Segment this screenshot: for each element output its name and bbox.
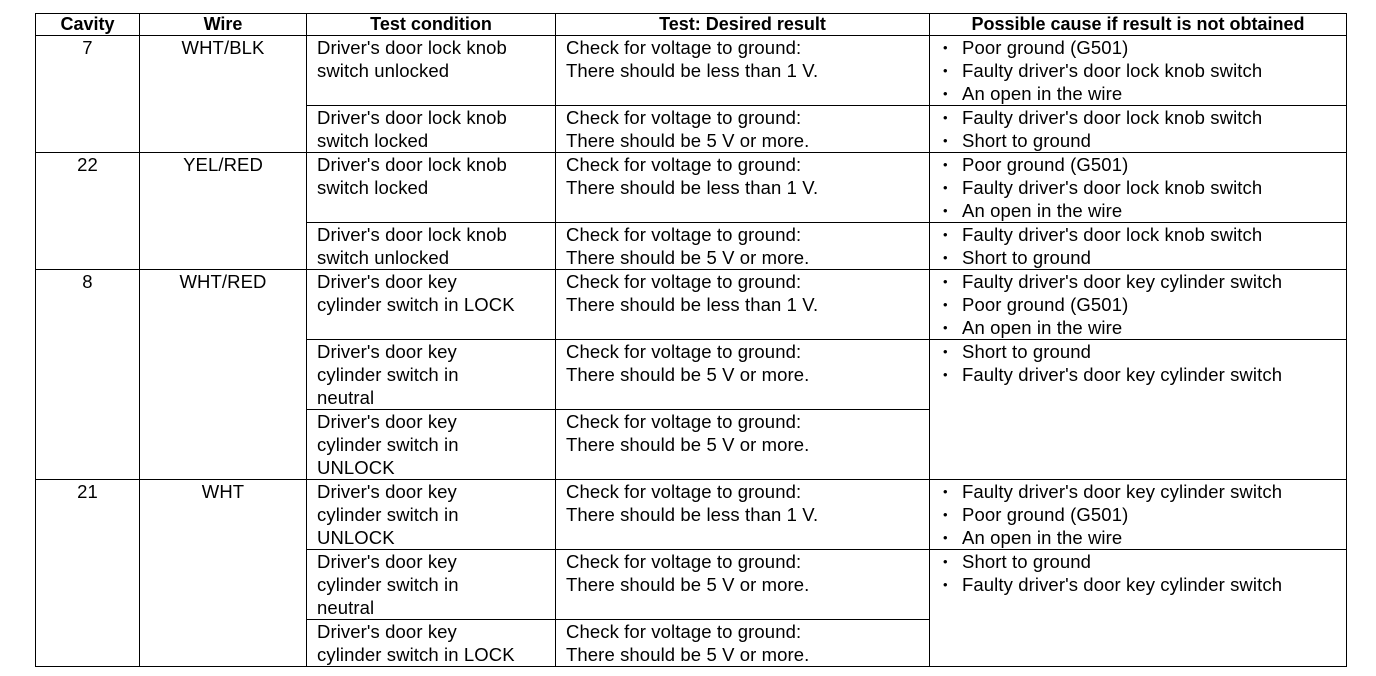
test-condition: Driver's door lock knob switch unlocked xyxy=(307,36,556,106)
cause-item: • An open in the wire xyxy=(940,316,1342,339)
test-condition: Driver's door key cylinder switch in neutral xyxy=(307,340,556,410)
header-wire: Wire xyxy=(140,14,307,36)
possible-causes xyxy=(930,340,1347,480)
cavity-number: 8 xyxy=(36,270,140,480)
header-cavity: Cavity xyxy=(36,14,140,36)
cause-item: • Faulty driver's door lock knob switch xyxy=(940,176,1342,199)
possible-causes xyxy=(930,106,1347,153)
header-row xyxy=(36,14,1347,36)
possible-causes xyxy=(930,480,1347,550)
cause-item: • Short to ground xyxy=(940,550,1342,573)
test-condition: Driver's door lock knob switch unlocked xyxy=(307,223,556,270)
connector-test-table xyxy=(35,13,1347,667)
cause-item: • Short to ground xyxy=(940,340,1342,363)
desired-result: Check for voltage to ground: There should be less than 1 V. xyxy=(556,480,930,550)
wire-color: WHT/BLK xyxy=(140,36,307,153)
possible-causes xyxy=(930,270,1347,340)
test-condition: Driver's door key cylinder switch in neutral xyxy=(307,550,556,620)
desired-result: Check for voltage to ground: There should be less than 1 V. xyxy=(556,36,930,106)
header-possible-cause: Possible cause if result is not obtained xyxy=(930,14,1347,36)
cause-item: • Poor ground (G501) xyxy=(940,153,1342,176)
wire-color: WHT xyxy=(140,480,307,667)
cause-item: • Short to ground xyxy=(940,246,1342,269)
test-condition: Driver's door key cylinder switch in LOCK xyxy=(307,620,556,667)
cause-item: • An open in the wire xyxy=(940,526,1342,549)
cause-item: • Poor ground (G501) xyxy=(940,503,1342,526)
cause-item: • Faulty driver's door lock knob switch xyxy=(940,106,1342,129)
cause-item: • Faulty driver's door key cylinder switch xyxy=(940,270,1342,293)
test-condition: Driver's door key cylinder switch in LOCK xyxy=(307,270,556,340)
test-condition: Driver's door lock knob switch locked xyxy=(307,153,556,223)
test-condition: Driver's door key cylinder switch in UNLOCK xyxy=(307,480,556,550)
test-condition: Driver's door key cylinder switch in UNLOCK xyxy=(307,410,556,480)
header-test-condition: Test condition xyxy=(307,14,556,36)
possible-causes xyxy=(930,153,1347,223)
wire-color: WHT/RED xyxy=(140,270,307,480)
desired-result: Check for voltage to ground: There should be less than 1 V. xyxy=(556,153,930,223)
cause-item: • An open in the wire xyxy=(940,82,1342,105)
cause-item: • Poor ground (G501) xyxy=(940,36,1342,59)
desired-result: Check for voltage to ground: There should be 5 V or more. xyxy=(556,410,930,480)
cause-item: • Faulty driver's door key cylinder switch xyxy=(940,480,1342,503)
desired-result: Check for voltage to ground: There should be 5 V or more. xyxy=(556,340,930,410)
cause-item: • Short to ground xyxy=(940,129,1342,152)
header-desired-result: Test: Desired result xyxy=(556,14,930,36)
cavity-number: 7 xyxy=(36,36,140,153)
cavity-number: 21 xyxy=(36,480,140,667)
desired-result: Check for voltage to ground: There should be less than 1 V. xyxy=(556,270,930,340)
desired-result: Check for voltage to ground: There should be 5 V or more. xyxy=(556,106,930,153)
table-row xyxy=(36,36,1347,106)
table-row xyxy=(36,480,1347,550)
table-row xyxy=(36,153,1347,223)
cause-item: • Faulty driver's door lock knob switch xyxy=(940,59,1342,82)
cause-item: • An open in the wire xyxy=(940,199,1342,222)
desired-result: Check for voltage to ground: There should be 5 V or more. xyxy=(556,620,930,667)
cause-item: • Faulty driver's door lock knob switch xyxy=(940,223,1342,246)
table-row xyxy=(36,270,1347,340)
desired-result: Check for voltage to ground: There should be 5 V or more. xyxy=(556,223,930,270)
test-condition: Driver's door lock knob switch locked xyxy=(307,106,556,153)
possible-causes xyxy=(930,36,1347,106)
cause-item: • Faulty driver's door key cylinder switch xyxy=(940,363,1342,386)
possible-causes xyxy=(930,223,1347,270)
cause-item: • Faulty driver's door key cylinder switch xyxy=(940,573,1342,596)
wire-color: YEL/RED xyxy=(140,153,307,270)
cause-item: • Poor ground (G501) xyxy=(940,293,1342,316)
cavity-number: 22 xyxy=(36,153,140,270)
possible-causes xyxy=(930,550,1347,667)
desired-result: Check for voltage to ground: There should be 5 V or more. xyxy=(556,550,930,620)
